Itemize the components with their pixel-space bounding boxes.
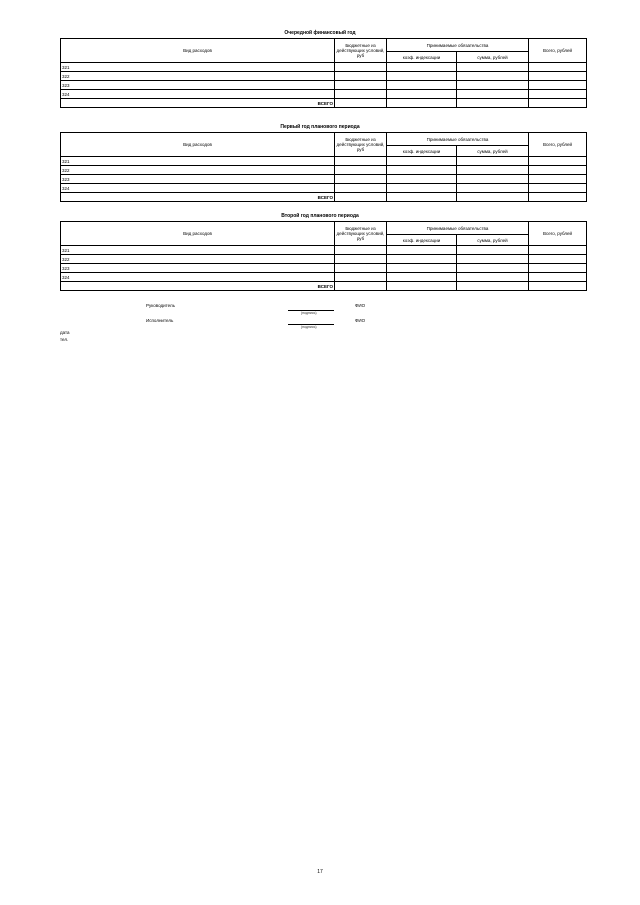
row-code: 324 <box>61 90 335 99</box>
table-row <box>61 157 587 166</box>
col-header-sum: сумма, рублей <box>457 52 529 63</box>
cell-valid[interactable] <box>335 90 387 99</box>
row-code: 321 <box>61 63 335 72</box>
table-total-row <box>61 282 587 291</box>
cell-valid[interactable] <box>335 193 387 202</box>
table-row <box>61 166 587 175</box>
col-header-sum: сумма, рублей <box>457 235 529 246</box>
cell-valid[interactable] <box>335 81 387 90</box>
cell-sum[interactable] <box>457 157 529 166</box>
cell-sum[interactable] <box>457 72 529 81</box>
cell-index[interactable] <box>387 90 457 99</box>
table-row <box>61 264 587 273</box>
table-row <box>61 63 587 72</box>
col-header-kind: Вид расходов <box>61 222 335 246</box>
date-label: дата <box>60 330 70 335</box>
col-header-valid: Бюджетные из действующих условий, руб <box>335 222 387 246</box>
total-label: ВСЕГО <box>61 99 335 108</box>
cell-sum[interactable] <box>457 90 529 99</box>
cell-valid[interactable] <box>335 246 387 255</box>
head-label: Руководитель <box>146 303 175 308</box>
table-row <box>61 246 587 255</box>
cell-total[interactable] <box>529 90 587 99</box>
row-code: 322 <box>61 166 335 175</box>
table-row <box>61 255 587 264</box>
col-header-accepted: Принимаемые обязательства <box>387 222 529 235</box>
phone-label: тел. <box>60 337 69 342</box>
table-total-row <box>61 99 587 108</box>
col-header-sum: сумма, рублей <box>457 146 529 157</box>
col-header-index: коэф. индексации <box>387 146 457 157</box>
cell-index[interactable] <box>387 81 457 90</box>
cell-valid[interactable] <box>335 157 387 166</box>
budget-table-second-plan-year <box>60 221 587 291</box>
row-code: 322 <box>61 72 335 81</box>
cell-sum[interactable] <box>457 246 529 255</box>
table-total-row <box>61 193 587 202</box>
cell-total[interactable] <box>529 246 587 255</box>
cell-index[interactable] <box>387 273 457 282</box>
col-header-accepted: Принимаемые обязательства <box>387 39 529 52</box>
cell-index[interactable] <box>387 246 457 255</box>
cell-valid[interactable] <box>335 273 387 282</box>
col-header-kind: Вид расходов <box>61 133 335 157</box>
cell-sum[interactable] <box>457 255 529 264</box>
table-row <box>61 81 587 90</box>
col-header-accepted: Принимаемые обязательства <box>387 133 529 146</box>
cell-valid[interactable] <box>335 282 387 291</box>
total-label: ВСЕГО <box>61 282 335 291</box>
cell-total[interactable] <box>529 273 587 282</box>
table-row <box>61 72 587 81</box>
table-row <box>61 175 587 184</box>
col-header-index: коэф. индексации <box>387 52 457 63</box>
cell-valid[interactable] <box>335 99 387 108</box>
cell-sum[interactable] <box>457 273 529 282</box>
cell-index[interactable] <box>387 193 457 202</box>
cell-sum[interactable] <box>457 63 529 72</box>
cell-valid[interactable] <box>335 255 387 264</box>
table-row <box>61 90 587 99</box>
cell-index[interactable] <box>387 63 457 72</box>
cell-index[interactable] <box>387 99 457 108</box>
cell-index[interactable] <box>387 282 457 291</box>
row-code: 321 <box>61 246 335 255</box>
col-header-kind: Вид расходов <box>61 39 335 63</box>
cell-index[interactable] <box>387 255 457 264</box>
cell-sum[interactable] <box>457 175 529 184</box>
head-signature-hint: (подпись) <box>301 311 317 315</box>
cell-total[interactable] <box>529 81 587 90</box>
col-header-total: Всего, рублей <box>529 39 587 63</box>
cell-index[interactable] <box>387 72 457 81</box>
cell-valid[interactable] <box>335 184 387 193</box>
section-title-3: Второй год планового периода <box>281 213 359 219</box>
cell-sum[interactable] <box>457 81 529 90</box>
section-title-2: Первый год планового периода <box>280 124 360 130</box>
cell-total[interactable] <box>529 282 587 291</box>
table-row <box>61 273 587 282</box>
col-header-total: Всего, рублей <box>529 133 587 157</box>
cell-valid[interactable] <box>335 264 387 273</box>
cell-sum[interactable] <box>457 99 529 108</box>
cell-total[interactable] <box>529 99 587 108</box>
row-code: 323 <box>61 264 335 273</box>
cell-total[interactable] <box>529 157 587 166</box>
cell-index[interactable] <box>387 175 457 184</box>
executor-label: Исполнитель <box>146 318 174 323</box>
cell-total[interactable] <box>529 175 587 184</box>
cell-total[interactable] <box>529 255 587 264</box>
row-code: 324 <box>61 273 335 282</box>
cell-index[interactable] <box>387 166 457 175</box>
cell-total[interactable] <box>529 72 587 81</box>
table-row <box>61 184 587 193</box>
cell-index[interactable] <box>387 264 457 273</box>
cell-total[interactable] <box>529 193 587 202</box>
executor-signature-hint: (подпись) <box>301 325 317 329</box>
col-header-total: Всего, рублей <box>529 222 587 246</box>
head-fio-label: ФИО <box>355 303 366 308</box>
cell-total[interactable] <box>529 264 587 273</box>
row-code: 322 <box>61 255 335 264</box>
executor-fio-label: ФИО <box>355 318 366 323</box>
row-code: 324 <box>61 184 335 193</box>
cell-total[interactable] <box>529 63 587 72</box>
page-number: 17 <box>317 869 323 875</box>
cell-total[interactable] <box>529 184 587 193</box>
cell-valid[interactable] <box>335 166 387 175</box>
row-code: 321 <box>61 157 335 166</box>
cell-index[interactable] <box>387 157 457 166</box>
col-header-index: коэф. индексации <box>387 235 457 246</box>
cell-sum[interactable] <box>457 184 529 193</box>
row-code: 323 <box>61 175 335 184</box>
budget-table-first-plan-year <box>60 132 587 202</box>
cell-total[interactable] <box>529 166 587 175</box>
cell-sum[interactable] <box>457 166 529 175</box>
cell-index[interactable] <box>387 184 457 193</box>
cell-valid[interactable] <box>335 72 387 81</box>
col-header-valid: Бюджетные из действующих условий, руб <box>335 39 387 63</box>
cell-sum[interactable] <box>457 193 529 202</box>
cell-valid[interactable] <box>335 63 387 72</box>
section-title-1: Очередной финансовый год <box>284 30 356 36</box>
row-code: 323 <box>61 81 335 90</box>
budget-table-current-year <box>60 38 587 108</box>
col-header-valid: Бюджетные из действующих условий, руб <box>335 133 387 157</box>
cell-sum[interactable] <box>457 264 529 273</box>
cell-sum[interactable] <box>457 282 529 291</box>
total-label: ВСЕГО <box>61 193 335 202</box>
cell-valid[interactable] <box>335 175 387 184</box>
